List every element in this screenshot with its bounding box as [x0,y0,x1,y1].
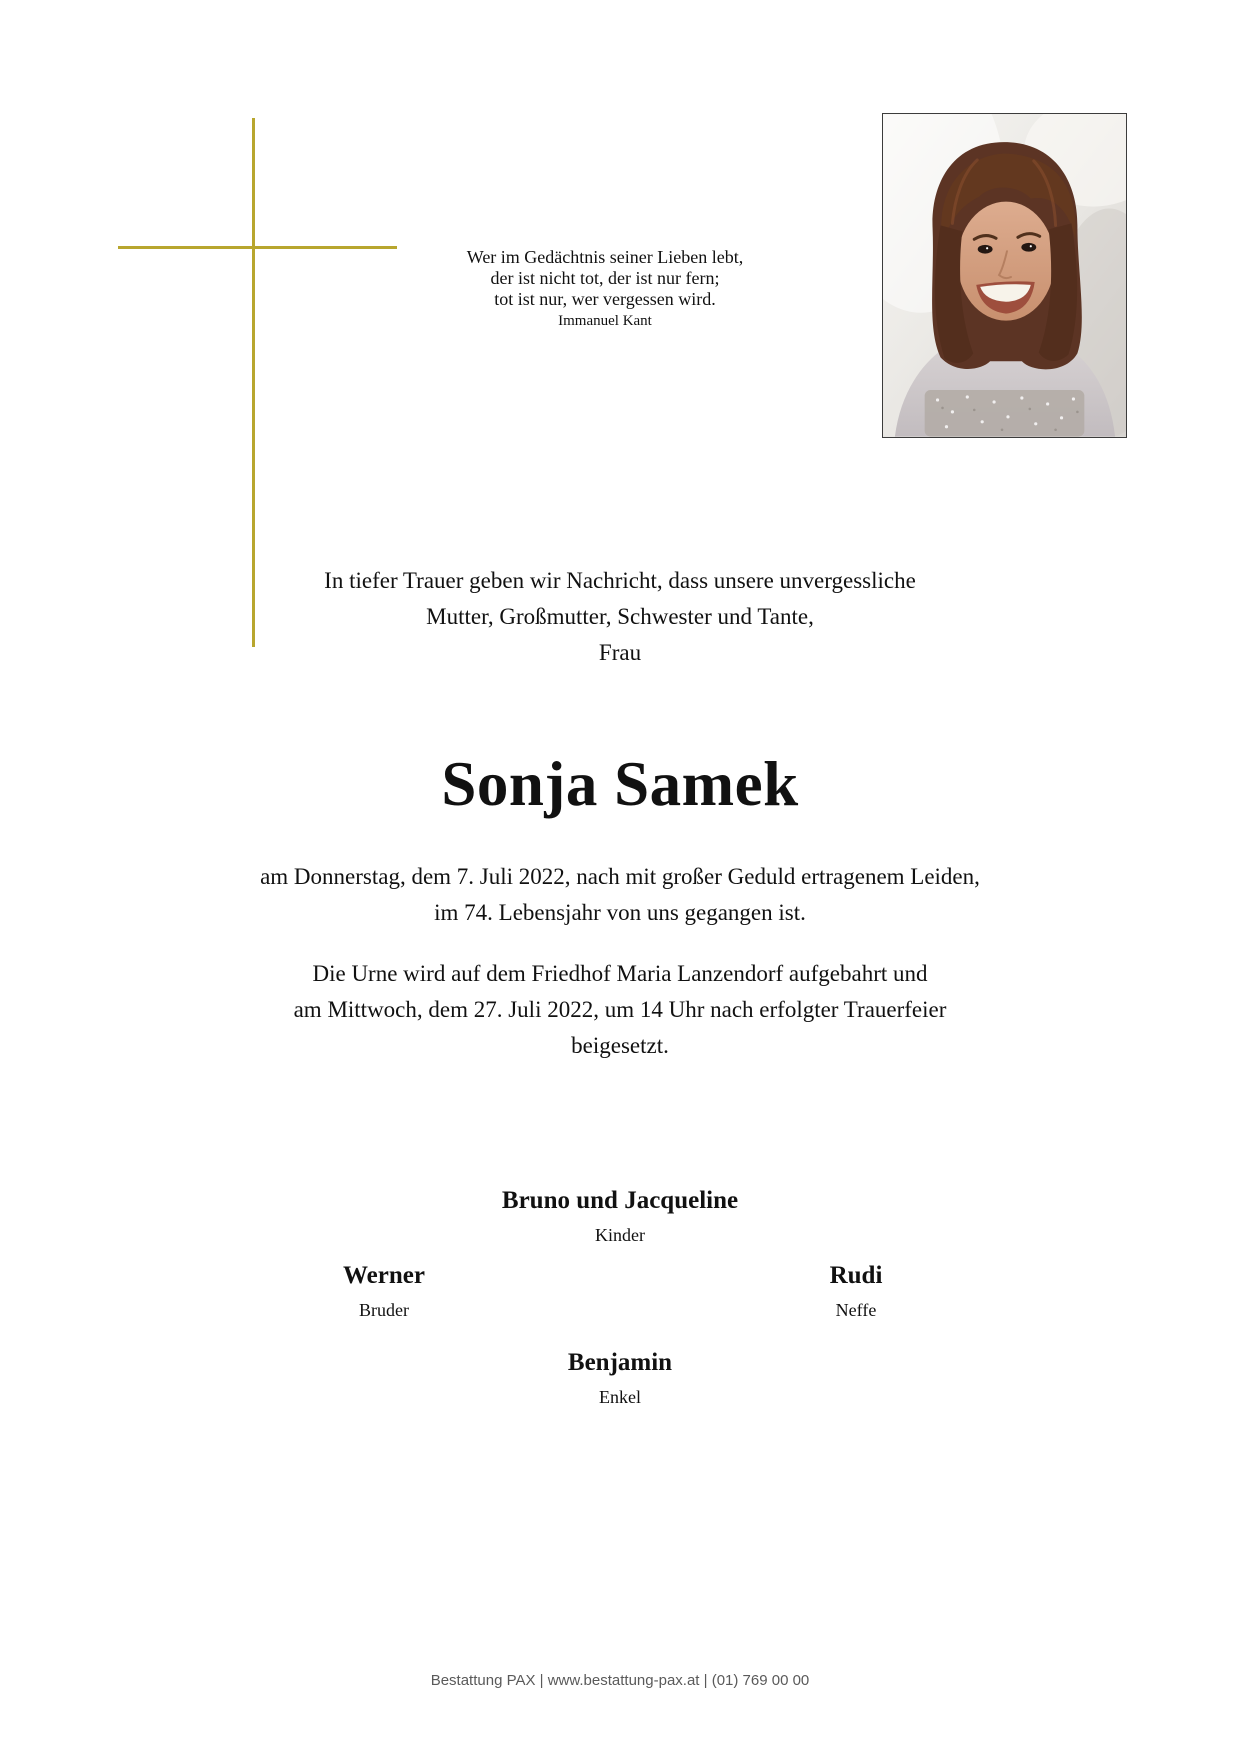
portrait-photo-illustration [883,114,1126,437]
memorial-quote [467,247,743,331]
portrait-photo [882,113,1127,438]
quote-attribution: Immanuel Kant [558,313,652,329]
funeral-details [0,956,1240,1064]
salutation: Frau [598,640,642,665]
mourner-names: Werner [343,1262,425,1289]
deceased-name: Sonja Samek [441,749,799,819]
passing-details [0,859,1240,931]
mourner-brother [343,1261,425,1321]
passing-line: am Donnerstag, dem 7. Juli 2022, nach mit großer Geduld ertragenem Leiden, [260,864,980,889]
quote-line: der ist nicht tot, der ist nur fern; [490,268,720,288]
passing-line: im 74. Lebensjahr von uns gegangen ist. [434,900,806,925]
mourner-nephew [830,1261,883,1321]
mourner-children [0,1186,1240,1246]
announcement-line: Mutter, Großmutter, Schwester und Tante, [426,604,814,629]
mourner-relation: Enkel [599,1387,641,1407]
mourner-names: Rudi [829,1262,883,1289]
quote-line: tot ist nur, wer vergessen wird. [494,289,716,309]
mourner-relation: Neffe [835,1300,877,1320]
mourner-grandson [0,1348,1240,1408]
quote-line: Wer im Gedächtnis seiner Lieben lebt, [466,247,744,267]
funeral-line: Die Urne wird auf dem Friedhof Maria Lanzendorf aufgebahrt und [312,961,928,986]
announcement-line: In tiefer Trauer geben wir Nachricht, dass unsere unvergessliche [324,568,916,593]
funeral-home-footer: Bestattung PAX | www.bestattung-pax.at | (01) 769 00 00 [430,1672,810,1689]
mourner-names: Benjamin [567,1349,673,1376]
cross-icon-horizontal-bar [118,246,397,249]
mourner-names: Bruno und Jacqueline [501,1187,739,1214]
mourner-relation: Kinder [595,1225,645,1245]
announcement-text [0,563,1240,671]
mourner-relation: Bruder [359,1300,409,1320]
funeral-line: am Mittwoch, dem 27. Juli 2022, um 14 Uhr nach erfolgter Trauerfeier [293,997,947,1022]
funeral-line: beigesetzt. [571,1033,669,1058]
